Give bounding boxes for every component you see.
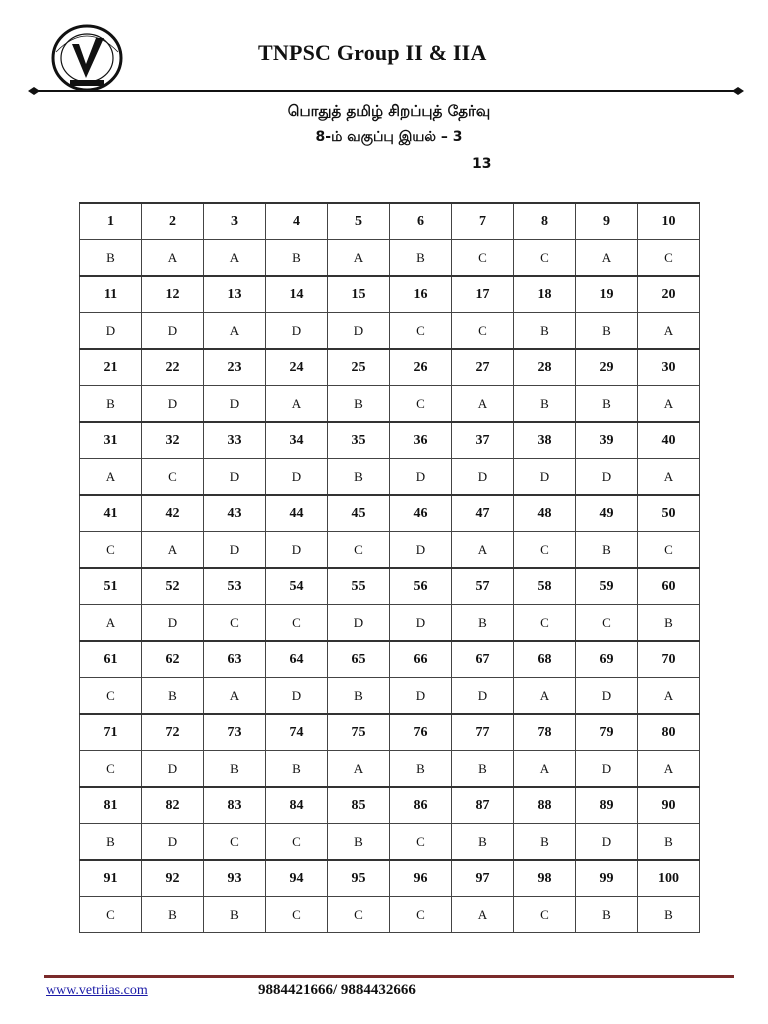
answer-cell: D xyxy=(266,532,328,569)
answer-cell: C xyxy=(514,605,576,642)
question-number-cell: 3 xyxy=(204,203,266,240)
question-number-cell: 53 xyxy=(204,568,266,605)
answer-cell: D xyxy=(328,605,390,642)
question-number-cell: 97 xyxy=(452,860,514,897)
answer-cell: B xyxy=(638,897,700,933)
question-number-cell: 18 xyxy=(514,276,576,313)
question-number-cell: 15 xyxy=(328,276,390,313)
answer-row xyxy=(80,313,700,350)
answer-cell: D xyxy=(266,459,328,496)
answer-cell: B xyxy=(452,824,514,861)
answer-cell: A xyxy=(80,459,142,496)
answer-cell: D xyxy=(576,459,638,496)
question-number-cell: 100 xyxy=(638,860,700,897)
question-number-cell: 67 xyxy=(452,641,514,678)
answer-cell: D xyxy=(328,313,390,350)
answer-cell: B xyxy=(328,459,390,496)
question-number-cell: 68 xyxy=(514,641,576,678)
question-number-cell: 82 xyxy=(142,787,204,824)
answer-cell: C xyxy=(142,459,204,496)
question-number-row xyxy=(80,422,700,459)
answer-cell: C xyxy=(638,532,700,569)
question-number-cell: 90 xyxy=(638,787,700,824)
answer-cell: A xyxy=(328,240,390,277)
question-number-cell: 58 xyxy=(514,568,576,605)
question-number-cell: 88 xyxy=(514,787,576,824)
answer-row xyxy=(80,459,700,496)
question-number-cell: 48 xyxy=(514,495,576,532)
answer-cell: C xyxy=(514,532,576,569)
answer-cell: B xyxy=(142,678,204,715)
answer-cell: B xyxy=(266,751,328,788)
question-number-cell: 27 xyxy=(452,349,514,386)
question-number-cell: 10 xyxy=(638,203,700,240)
question-number-cell: 25 xyxy=(328,349,390,386)
answer-cell: A xyxy=(204,313,266,350)
answer-cell: B xyxy=(80,240,142,277)
question-number-cell: 29 xyxy=(576,349,638,386)
question-number-cell: 66 xyxy=(390,641,452,678)
answer-cell: D xyxy=(390,678,452,715)
answer-cell: B xyxy=(452,605,514,642)
question-number-cell: 12 xyxy=(142,276,204,313)
answer-cell: C xyxy=(80,532,142,569)
question-number-cell: 44 xyxy=(266,495,328,532)
question-number-row xyxy=(80,860,700,897)
question-number-cell: 50 xyxy=(638,495,700,532)
answer-cell: C xyxy=(204,824,266,861)
answer-cell: B xyxy=(638,824,700,861)
question-number-cell: 56 xyxy=(390,568,452,605)
answer-row xyxy=(80,897,700,933)
question-number-cell: 30 xyxy=(638,349,700,386)
question-number-cell: 72 xyxy=(142,714,204,751)
question-number-cell: 7 xyxy=(452,203,514,240)
contact-phone: 9884421666/ 9884432666 xyxy=(258,982,416,998)
question-number-cell: 47 xyxy=(452,495,514,532)
answer-cell: C xyxy=(204,605,266,642)
answer-cell: A xyxy=(328,751,390,788)
answer-cell: B xyxy=(328,386,390,423)
question-number-cell: 75 xyxy=(328,714,390,751)
answer-cell: C xyxy=(514,240,576,277)
answer-key-table xyxy=(79,202,700,933)
answer-cell: D xyxy=(204,459,266,496)
question-number-row xyxy=(80,203,700,240)
question-number-cell: 6 xyxy=(390,203,452,240)
question-number-cell: 9 xyxy=(576,203,638,240)
page-number: 13 xyxy=(472,156,492,172)
question-number-cell: 36 xyxy=(390,422,452,459)
footer-divider xyxy=(44,975,734,978)
answer-row xyxy=(80,605,700,642)
question-number-cell: 8 xyxy=(514,203,576,240)
question-number-cell: 57 xyxy=(452,568,514,605)
answer-cell: D xyxy=(390,532,452,569)
question-number-cell: 64 xyxy=(266,641,328,678)
question-number-cell: 73 xyxy=(204,714,266,751)
question-number-cell: 41 xyxy=(80,495,142,532)
answer-cell: A xyxy=(452,532,514,569)
answer-cell: B xyxy=(328,678,390,715)
answer-cell: A xyxy=(638,678,700,715)
question-number-cell: 96 xyxy=(390,860,452,897)
answer-cell: D xyxy=(452,678,514,715)
answer-cell: A xyxy=(514,751,576,788)
question-number-cell: 23 xyxy=(204,349,266,386)
question-number-cell: 86 xyxy=(390,787,452,824)
question-number-cell: 54 xyxy=(266,568,328,605)
answer-cell: D xyxy=(142,824,204,861)
question-number-cell: 1 xyxy=(80,203,142,240)
question-number-cell: 43 xyxy=(204,495,266,532)
question-number-cell: 4 xyxy=(266,203,328,240)
answer-cell: D xyxy=(266,678,328,715)
answer-cell: C xyxy=(80,678,142,715)
question-number-cell: 17 xyxy=(452,276,514,313)
answer-cell: B xyxy=(266,240,328,277)
answer-cell: A xyxy=(514,678,576,715)
question-number-row xyxy=(80,714,700,751)
answer-cell: C xyxy=(452,240,514,277)
answer-cell: D xyxy=(452,459,514,496)
answer-cell: A xyxy=(452,897,514,933)
answer-cell: B xyxy=(80,824,142,861)
question-number-cell: 80 xyxy=(638,714,700,751)
answer-cell: C xyxy=(390,313,452,350)
answer-cell: A xyxy=(142,532,204,569)
answer-cell: B xyxy=(204,897,266,933)
answer-cell: C xyxy=(390,897,452,933)
answer-cell: D xyxy=(576,751,638,788)
question-number-cell: 78 xyxy=(514,714,576,751)
answer-cell: D xyxy=(514,459,576,496)
answer-cell: A xyxy=(266,386,328,423)
question-number-cell: 38 xyxy=(514,422,576,459)
question-number-cell: 65 xyxy=(328,641,390,678)
answer-cell: A xyxy=(638,386,700,423)
question-number-cell: 51 xyxy=(80,568,142,605)
question-number-cell: 70 xyxy=(638,641,700,678)
question-number-cell: 99 xyxy=(576,860,638,897)
answer-cell: B xyxy=(514,386,576,423)
question-number-cell: 92 xyxy=(142,860,204,897)
question-number-cell: 5 xyxy=(328,203,390,240)
question-number-cell: 24 xyxy=(266,349,328,386)
question-number-cell: 16 xyxy=(390,276,452,313)
question-number-cell: 21 xyxy=(80,349,142,386)
answer-cell: A xyxy=(638,459,700,496)
question-number-cell: 84 xyxy=(266,787,328,824)
question-number-cell: 19 xyxy=(576,276,638,313)
answer-cell: C xyxy=(514,897,576,933)
question-number-cell: 22 xyxy=(142,349,204,386)
question-number-cell: 55 xyxy=(328,568,390,605)
answer-cell: B xyxy=(142,897,204,933)
question-number-cell: 49 xyxy=(576,495,638,532)
answer-row xyxy=(80,824,700,861)
question-number-cell: 35 xyxy=(328,422,390,459)
answer-cell: D xyxy=(142,751,204,788)
question-number-cell: 77 xyxy=(452,714,514,751)
question-number-cell: 40 xyxy=(638,422,700,459)
answer-cell: D xyxy=(266,313,328,350)
question-number-row xyxy=(80,787,700,824)
answer-cell: D xyxy=(204,532,266,569)
answer-cell: C xyxy=(266,605,328,642)
question-number-cell: 74 xyxy=(266,714,328,751)
exam-subtitle: பொதுத் தமிழ் சிறப்புத் தேர்வு xyxy=(287,102,491,120)
answer-cell: C xyxy=(452,313,514,350)
answer-cell: D xyxy=(576,824,638,861)
answer-cell: B xyxy=(514,313,576,350)
answer-cell: A xyxy=(142,240,204,277)
question-number-cell: 26 xyxy=(390,349,452,386)
question-number-cell: 60 xyxy=(638,568,700,605)
answer-row xyxy=(80,751,700,788)
answer-cell: C xyxy=(80,751,142,788)
question-number-cell: 42 xyxy=(142,495,204,532)
question-number-cell: 59 xyxy=(576,568,638,605)
answer-cell: B xyxy=(390,240,452,277)
question-number-cell: 37 xyxy=(452,422,514,459)
question-number-row xyxy=(80,641,700,678)
answer-cell: B xyxy=(390,751,452,788)
answer-cell: B xyxy=(576,386,638,423)
answer-cell: B xyxy=(576,532,638,569)
header-divider xyxy=(28,86,744,96)
answer-cell: D xyxy=(142,313,204,350)
answer-cell: A xyxy=(80,605,142,642)
question-number-cell: 69 xyxy=(576,641,638,678)
question-number-cell: 33 xyxy=(204,422,266,459)
question-number-cell: 83 xyxy=(204,787,266,824)
answer-cell: B xyxy=(514,824,576,861)
question-number-cell: 95 xyxy=(328,860,390,897)
question-number-cell: 31 xyxy=(80,422,142,459)
question-number-cell: 85 xyxy=(328,787,390,824)
answer-cell: A xyxy=(204,678,266,715)
question-number-cell: 34 xyxy=(266,422,328,459)
answer-cell: C xyxy=(266,897,328,933)
question-number-cell: 76 xyxy=(390,714,452,751)
answer-cell: C xyxy=(328,897,390,933)
answer-cell: B xyxy=(576,313,638,350)
answer-cell: D xyxy=(142,386,204,423)
question-number-cell: 98 xyxy=(514,860,576,897)
answer-cell: A xyxy=(452,386,514,423)
answer-row xyxy=(80,240,700,277)
answer-cell: A xyxy=(638,751,700,788)
question-number-cell: 91 xyxy=(80,860,142,897)
answer-cell: D xyxy=(204,386,266,423)
answer-cell: B xyxy=(80,386,142,423)
answer-cell: B xyxy=(638,605,700,642)
answer-cell: B xyxy=(328,824,390,861)
answer-cell: C xyxy=(80,897,142,933)
answer-cell: C xyxy=(576,605,638,642)
question-number-cell: 2 xyxy=(142,203,204,240)
answer-cell: D xyxy=(390,459,452,496)
question-number-cell: 46 xyxy=(390,495,452,532)
question-number-row xyxy=(80,349,700,386)
lesson-subtitle: 8-ம் வகுப்பு இயல் – 3 xyxy=(315,129,463,145)
answer-cell: C xyxy=(266,824,328,861)
document-title: TNPSC Group II & IIA xyxy=(258,40,487,65)
answer-cell: A xyxy=(638,313,700,350)
answer-cell: D xyxy=(390,605,452,642)
answer-row xyxy=(80,678,700,715)
answer-cell: C xyxy=(328,532,390,569)
question-number-cell: 13 xyxy=(204,276,266,313)
question-number-cell: 89 xyxy=(576,787,638,824)
answer-cell: A xyxy=(204,240,266,277)
question-number-cell: 62 xyxy=(142,641,204,678)
question-number-cell: 94 xyxy=(266,860,328,897)
question-number-cell: 87 xyxy=(452,787,514,824)
question-number-row xyxy=(80,276,700,313)
question-number-row xyxy=(80,568,700,605)
question-number-cell: 28 xyxy=(514,349,576,386)
answer-cell: B xyxy=(452,751,514,788)
answer-cell: D xyxy=(80,313,142,350)
answer-cell: C xyxy=(390,824,452,861)
question-number-cell: 61 xyxy=(80,641,142,678)
question-number-cell: 71 xyxy=(80,714,142,751)
answer-cell: D xyxy=(576,678,638,715)
answer-cell: B xyxy=(204,751,266,788)
question-number-cell: 93 xyxy=(204,860,266,897)
answer-row xyxy=(80,532,700,569)
answer-cell: A xyxy=(576,240,638,277)
question-number-cell: 20 xyxy=(638,276,700,313)
answer-cell: D xyxy=(142,605,204,642)
answer-row xyxy=(80,386,700,423)
question-number-cell: 14 xyxy=(266,276,328,313)
question-number-cell: 81 xyxy=(80,787,142,824)
question-number-cell: 63 xyxy=(204,641,266,678)
question-number-cell: 52 xyxy=(142,568,204,605)
answer-cell: C xyxy=(638,240,700,277)
website-link[interactable]: www.vetriias.com xyxy=(46,983,148,998)
answer-cell: B xyxy=(576,897,638,933)
question-number-cell: 32 xyxy=(142,422,204,459)
question-number-cell: 39 xyxy=(576,422,638,459)
vetrii-logo xyxy=(48,22,126,94)
question-number-row xyxy=(80,495,700,532)
question-number-cell: 45 xyxy=(328,495,390,532)
question-number-cell: 79 xyxy=(576,714,638,751)
question-number-cell: 11 xyxy=(80,276,142,313)
answer-cell: C xyxy=(390,386,452,423)
